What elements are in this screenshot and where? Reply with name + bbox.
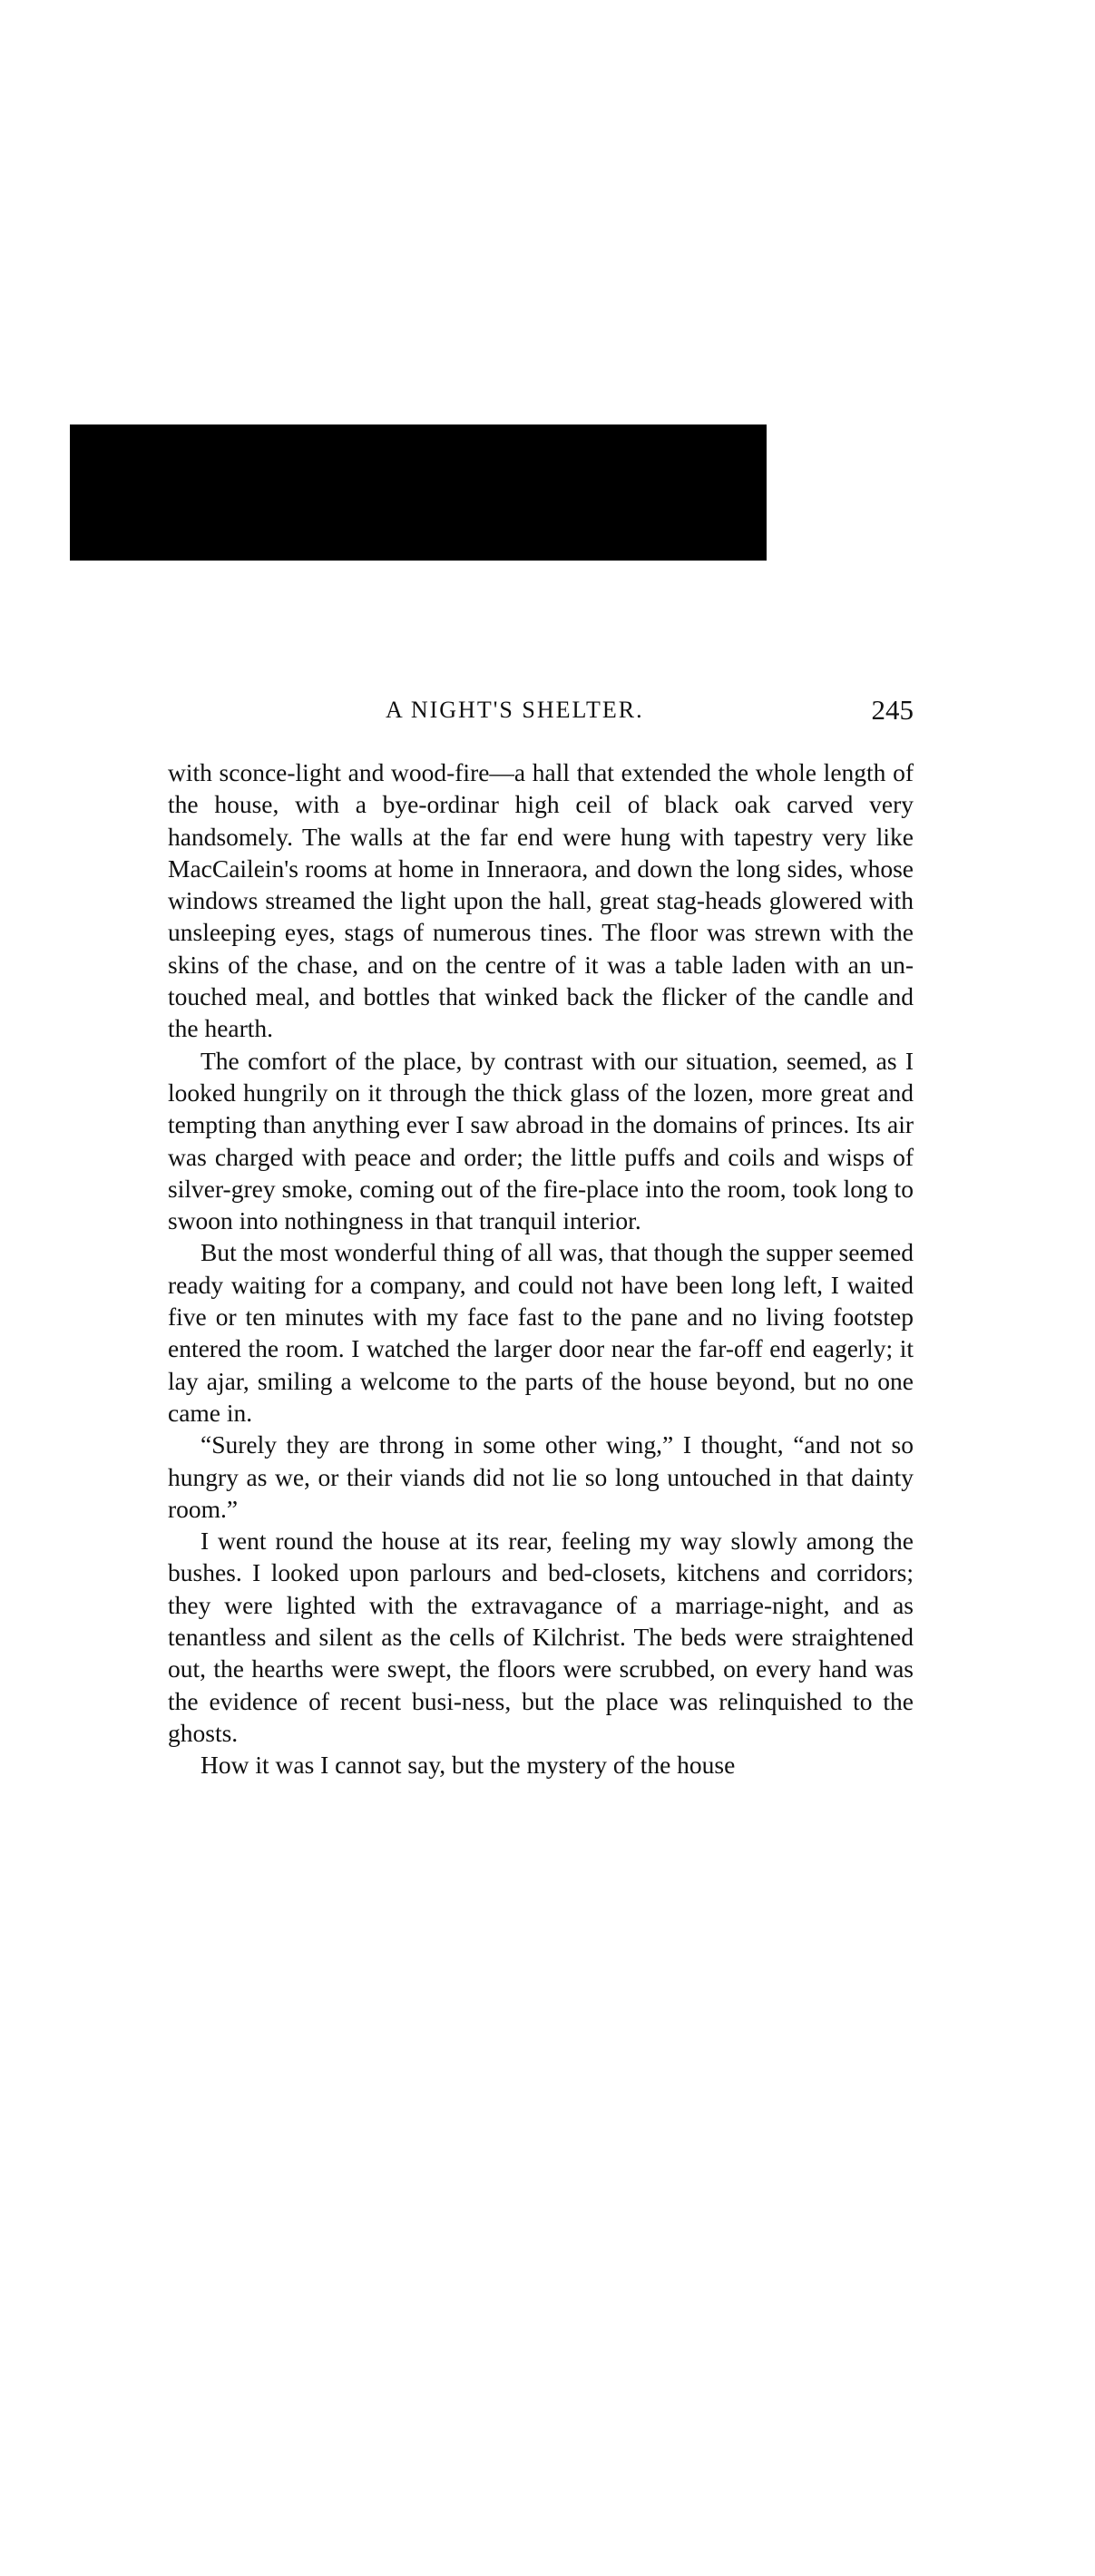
redaction-block [70,424,767,561]
body-text [168,756,914,1781]
paragraph: The comfort of the place, by contrast with our situation, seemed, as I looked hungrily on it through the thick glass of the lozen, more great and tempting than anything ever I saw abroad in the domains of princes. Its air was charged with peace and order; the little puffs and coils and wisps of silver-grey smoke, coming out of the fire-place into the room, took long to swoon into nothingness in that tranquil interior. [168,1046,914,1235]
paragraph: with sconce-light and wood-fire—a hall that extended the whole length of the house, with a bye-ordinar high ceil of black oak carved very handsomely. The walls at the far end were hung with tapestry very like MacCailein's rooms at home in Inneraora, and down the long sides, whose windows streamed the light upon the hall, great stag-heads glowered with unsleeping eyes, stags of numerous tines. The floor was strewn with the skins of the chase, and on the centre of it was a table laden with an un-touched meal, and bottles that winked back the flicker of the candle and the hearth. [168,758,914,1043]
paragraph: How it was I cannot say, but the mystery of the house [200,1751,736,1780]
paragraph: “Surely they are throng in some other wing,” I thought, “and not so hungry as we, or their viands did not lie so long untouched in that dainty room.” [168,1430,914,1523]
running-title: A NIGHT'S SHELTER. [386,697,644,723]
paragraph: I went round the house at its rear, feeling my way slowly among the bushes. I looked upon parlours and bed-closets, kitchens and corridors; they were lighted with the extravagance of a marriage-night, and as tenantless and silent as the cells of Kilchrist. The beds were straightened out, the hearths were swept, the floors were scrubbed, on every hand was the evidence of recent busi-ness, but the place was relinquished to the ghosts. [168,1527,914,1747]
paragraph: But the most wonderful thing of all was, that though the supper seemed ready waiting for a company, and could not have been long left, I waited five or ten minutes with my face fast to the pane and no living footstep entered the room. I watched the larger door near the far-off end eagerly; it lay ajar, smiling a welcome to the parts of the house beyond, but no one came in. [168,1238,914,1427]
running-head [168,694,914,733]
page-number: 245 [871,694,914,726]
